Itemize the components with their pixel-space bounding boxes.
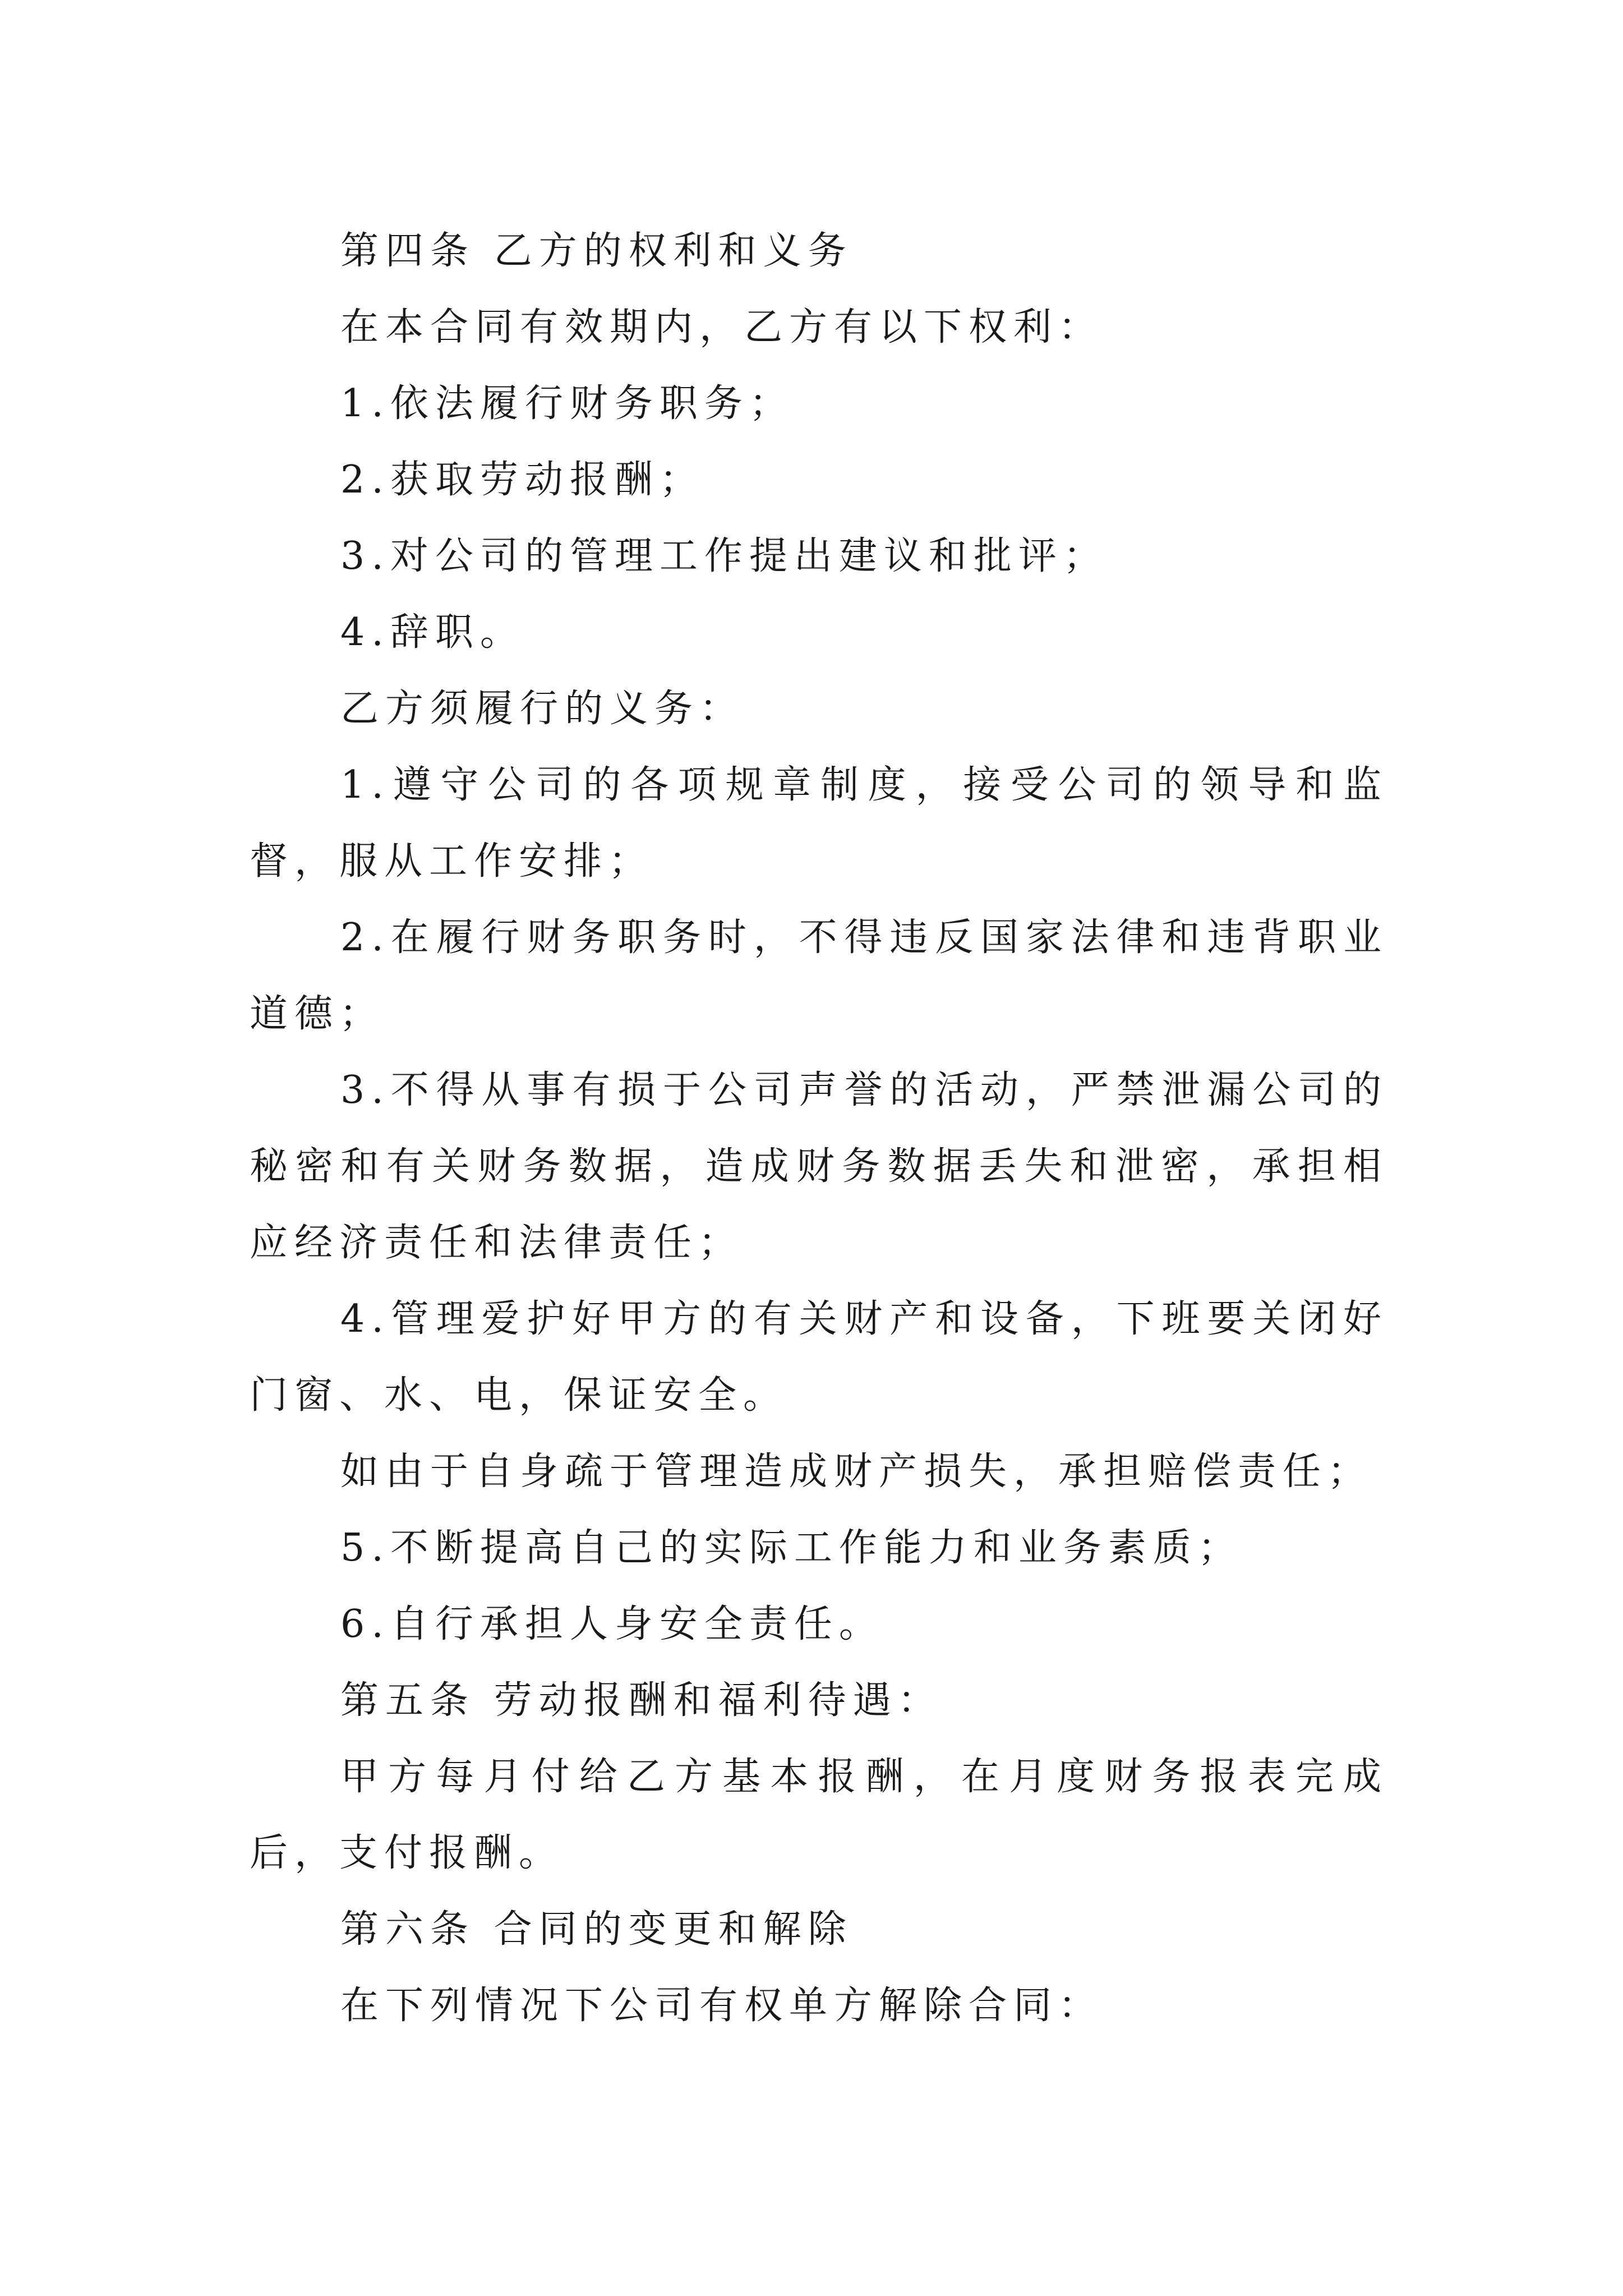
right-item-4: 4.辞职。 — [340, 610, 525, 655]
obligation-item-4: 4.管理爱护好甲方的有关财产和设备，下班要关闭好门窗、水、电，保证安全。 — [250, 1297, 1388, 1418]
obligation-item-6: 6.自行承担人身安全责任。 — [340, 1602, 884, 1646]
rights-intro: 在本合同有效期内，乙方有以下权利： — [340, 305, 1104, 349]
right-item-1: 1.依法履行财务职务； — [340, 381, 794, 426]
obligation-item-5: 5.不断提高自己的实际工作能力和业务素质； — [340, 1526, 1243, 1570]
article-6-body: 在下列情况下公司有权单方解除合同： — [340, 1984, 1104, 2028]
obligation-item-1: 1.遵守公司的各项规章制度，接受公司的领导和监督，服从工作安排； — [250, 763, 1388, 884]
article-6-heading: 第六条 合同的变更和解除 — [340, 1907, 853, 1952]
obligation-item-4-note: 如由于自身疏于管理造成财产损失，承担赔偿责任； — [340, 1450, 1373, 1494]
article-5-heading: 第五条 劳动报酬和福利待遇： — [340, 1678, 943, 1723]
right-item-3: 3.对公司的管理工作提出建议和批评； — [340, 534, 1108, 578]
document-body — [250, 213, 1388, 2044]
obligation-item-3: 3.不得从事有损于公司声誉的活动，严禁泄漏公司的秘密和有关财务数据，造成财务数据丢失和泄密，承担相应经济责任和法律责任； — [250, 1068, 1388, 1265]
obligations-intro: 乙方须履行的义务： — [340, 687, 745, 731]
article-5-body: 甲方每月付给乙方基本报酬，在月度财务报表完成后，支付报酬。 — [250, 1755, 1388, 1875]
right-item-2: 2.获取劳动报酬； — [340, 458, 704, 502]
obligation-item-2: 2.在履行财务职务时，不得违反国家法律和违背职业道德； — [250, 915, 1388, 1036]
article-4-heading: 第四条 乙方的权利和义务 — [340, 229, 853, 273]
